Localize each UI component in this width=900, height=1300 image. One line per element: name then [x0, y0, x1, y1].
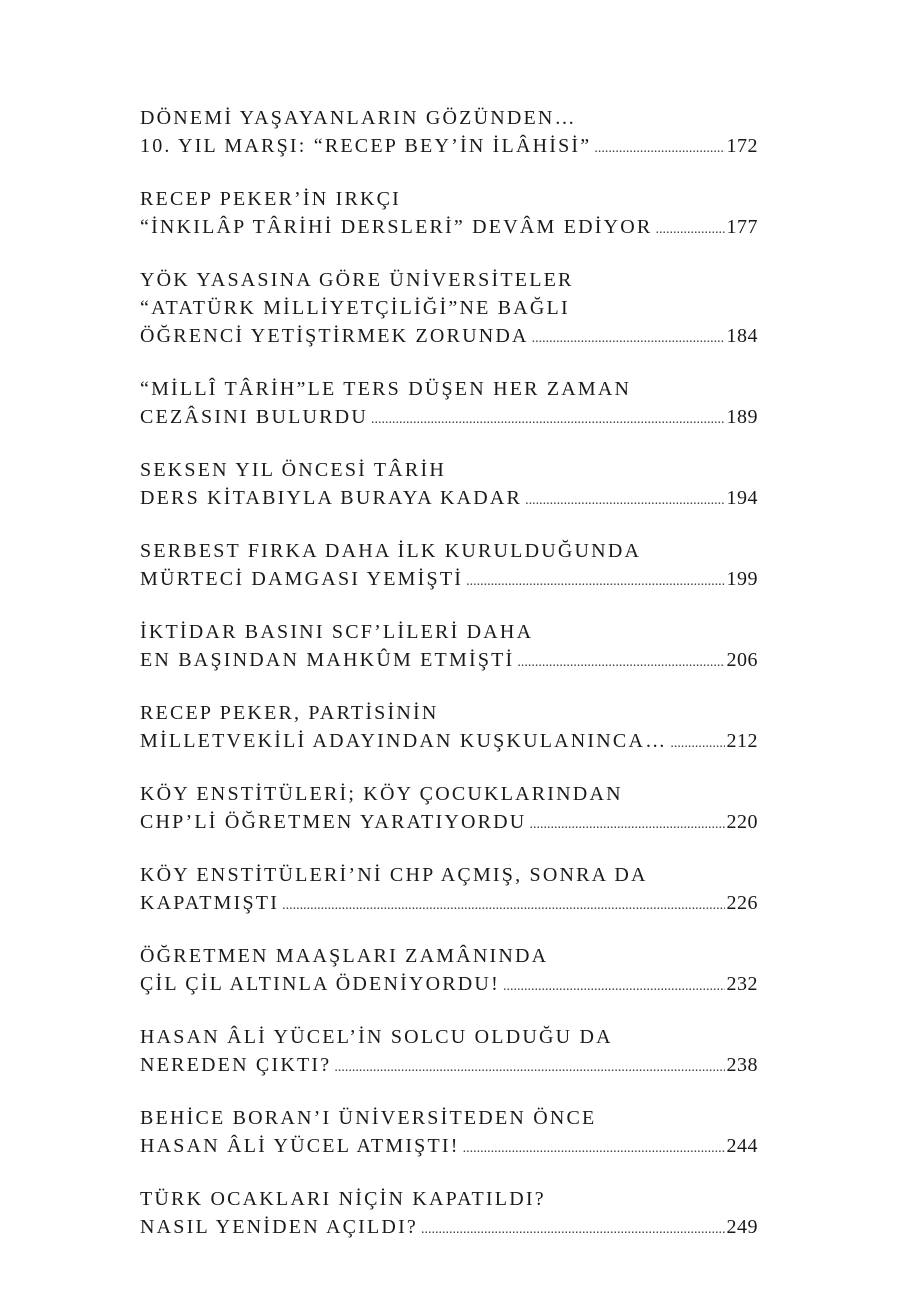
toc-page-number: 244 [726, 1135, 758, 1157]
toc-entry-title-line: “ATATÜRK MİLLİYETÇİLİĞİ”NE BAĞLI [140, 297, 570, 319]
dot-leader [594, 135, 724, 163]
toc-entry [140, 618, 758, 677]
toc-entry-title-line: İKTİDAR BASINI SCF’LİLERİ DAHA [140, 621, 534, 643]
dot-leader [334, 1054, 724, 1082]
toc-entry-title-line: RECEP PEKER’İN IRKÇI [140, 188, 402, 210]
toc-page-number: 184 [726, 325, 758, 347]
toc-entry-last-line [140, 646, 758, 677]
toc-entry [140, 185, 758, 244]
toc-entry-title-line: MÜRTECİ DAMGASI YEMİŞTİ [140, 568, 464, 590]
dot-leader [525, 487, 724, 515]
toc-entry-title-line: NASIL YENİDEN AÇILDI? [140, 1216, 419, 1238]
dot-leader [517, 649, 724, 677]
toc-entry [140, 861, 758, 920]
toc-page-number: 232 [726, 973, 758, 995]
toc-entry-last-line [140, 322, 758, 353]
toc-entry-title-line: “İNKILÂP TÂRİHİ DERSLERİ” DEVÂM EDİYOR [140, 216, 653, 238]
toc-entry [140, 266, 758, 353]
toc-page-number: 177 [726, 216, 758, 238]
toc-entry-last-line [140, 1213, 758, 1244]
toc-entry-last-line [140, 403, 758, 434]
toc-page-number: 249 [726, 1216, 758, 1238]
toc-entry-last-line [140, 970, 758, 1001]
dot-leader [466, 568, 724, 596]
toc-entry-last-line [140, 1132, 758, 1163]
dot-leader [371, 406, 725, 434]
toc-page-number: 212 [726, 730, 758, 752]
toc-page-number: 172 [726, 135, 758, 157]
toc-entry-title-line: ÖĞRENCİ YETİŞTİRMEK ZORUNDA [140, 325, 529, 347]
toc-entry-title-line: HASAN ÂLİ YÜCEL ATMIŞTI! [140, 1135, 460, 1157]
toc-entry-last-line [140, 132, 758, 163]
toc-entry [140, 1023, 758, 1082]
toc-page-number: 238 [726, 1054, 758, 1076]
dot-leader [503, 973, 725, 1001]
toc-entry-title-line: CHP’Lİ ÖĞRETMEN YARATIYORDU [140, 811, 527, 833]
toc-entry [140, 104, 758, 163]
toc-entry-title-line: SEKSEN YIL ÖNCESİ TÂRİH [140, 459, 446, 481]
toc-entry [140, 537, 758, 596]
toc-entry [140, 375, 758, 434]
toc-entry-title-line: YÖK YASASINA GÖRE ÜNİVERSİTELER [140, 269, 574, 291]
toc-entry-title-line: TÜRK OCAKLARI NİÇİN KAPATILDI? [140, 1188, 546, 1210]
dot-leader [670, 730, 724, 758]
toc-entry-last-line [140, 727, 758, 758]
toc-entry-last-line [140, 808, 758, 839]
toc-entry-title-line: KÖY ENSTİTÜLERİ’Nİ CHP AÇMIŞ, SONRA DA [140, 864, 648, 886]
toc-entry [140, 699, 758, 758]
toc-entry [140, 1104, 758, 1163]
toc-entry-last-line [140, 1051, 758, 1082]
dot-leader [421, 1216, 724, 1244]
dot-leader [463, 1135, 725, 1163]
toc-entry-title-line: “MİLLÎ TÂRİH”LE TERS DÜŞEN HER ZAMAN [140, 378, 632, 400]
toc-page-number: 220 [726, 811, 758, 833]
toc-entry-title-line: NEREDEN ÇIKTI? [140, 1054, 332, 1076]
toc-page-number: 199 [726, 568, 758, 590]
toc-entry-title-line: HASAN ÂLİ YÜCEL’İN SOLCU OLDUĞU DA [140, 1026, 613, 1048]
toc-entry [140, 780, 758, 839]
toc-entry [140, 942, 758, 1001]
dot-leader [529, 811, 724, 839]
toc-page-number: 194 [726, 487, 758, 509]
toc-entry-last-line [140, 565, 758, 596]
toc-entry-title-line: KÖY ENSTİTÜLERİ; KÖY ÇOCUKLARINDAN [140, 783, 623, 805]
toc-page-number: 206 [726, 649, 758, 671]
toc-entry-title-line: BEHİCE BORAN’I ÜNİVERSİTEDEN ÖNCE [140, 1107, 597, 1129]
dot-leader [655, 216, 724, 244]
table-of-contents [140, 104, 758, 1266]
toc-entry-title-line: RECEP PEKER, PARTİSİNİN [140, 702, 439, 724]
toc-entry-title-line: MİLLETVEKİLİ ADAYINDAN KUŞKULANINCA… [140, 730, 668, 752]
toc-entry-title-line: KAPATMIŞTI [140, 892, 280, 914]
toc-entry-title-line: DÖNEMİ YAŞAYANLARIN GÖZÜNDEN… [140, 107, 577, 129]
toc-entry-last-line [140, 213, 758, 244]
toc-entry [140, 1185, 758, 1244]
toc-entry [140, 456, 758, 515]
toc-entry-title-line: EN BAŞINDAN MAHKÛM ETMİŞTİ [140, 649, 515, 671]
toc-entry-title-line: SERBEST FIRKA DAHA İLK KURULDUĞUNDA [140, 540, 642, 562]
toc-entry-title-line: ÖĞRETMEN MAAŞLARI ZAMÂNINDA [140, 945, 549, 967]
toc-page-number: 189 [726, 406, 758, 428]
dot-leader [282, 892, 724, 920]
toc-entry-title-line: CEZÂSINI BULURDU [140, 406, 368, 428]
toc-entry-title-line: DERS KİTABIYLA BURAYA KADAR [140, 487, 523, 509]
toc-entry-last-line [140, 484, 758, 515]
dot-leader [532, 325, 725, 353]
toc-entry-last-line [140, 889, 758, 920]
toc-entry-title-line: 10. YIL MARŞI: “RECEP BEY’İN İLÂHİSİ” [140, 135, 592, 157]
toc-entry-title-line: ÇİL ÇİL ALTINLA ÖDENİYORDU! [140, 973, 500, 995]
toc-page-number: 226 [726, 892, 758, 914]
